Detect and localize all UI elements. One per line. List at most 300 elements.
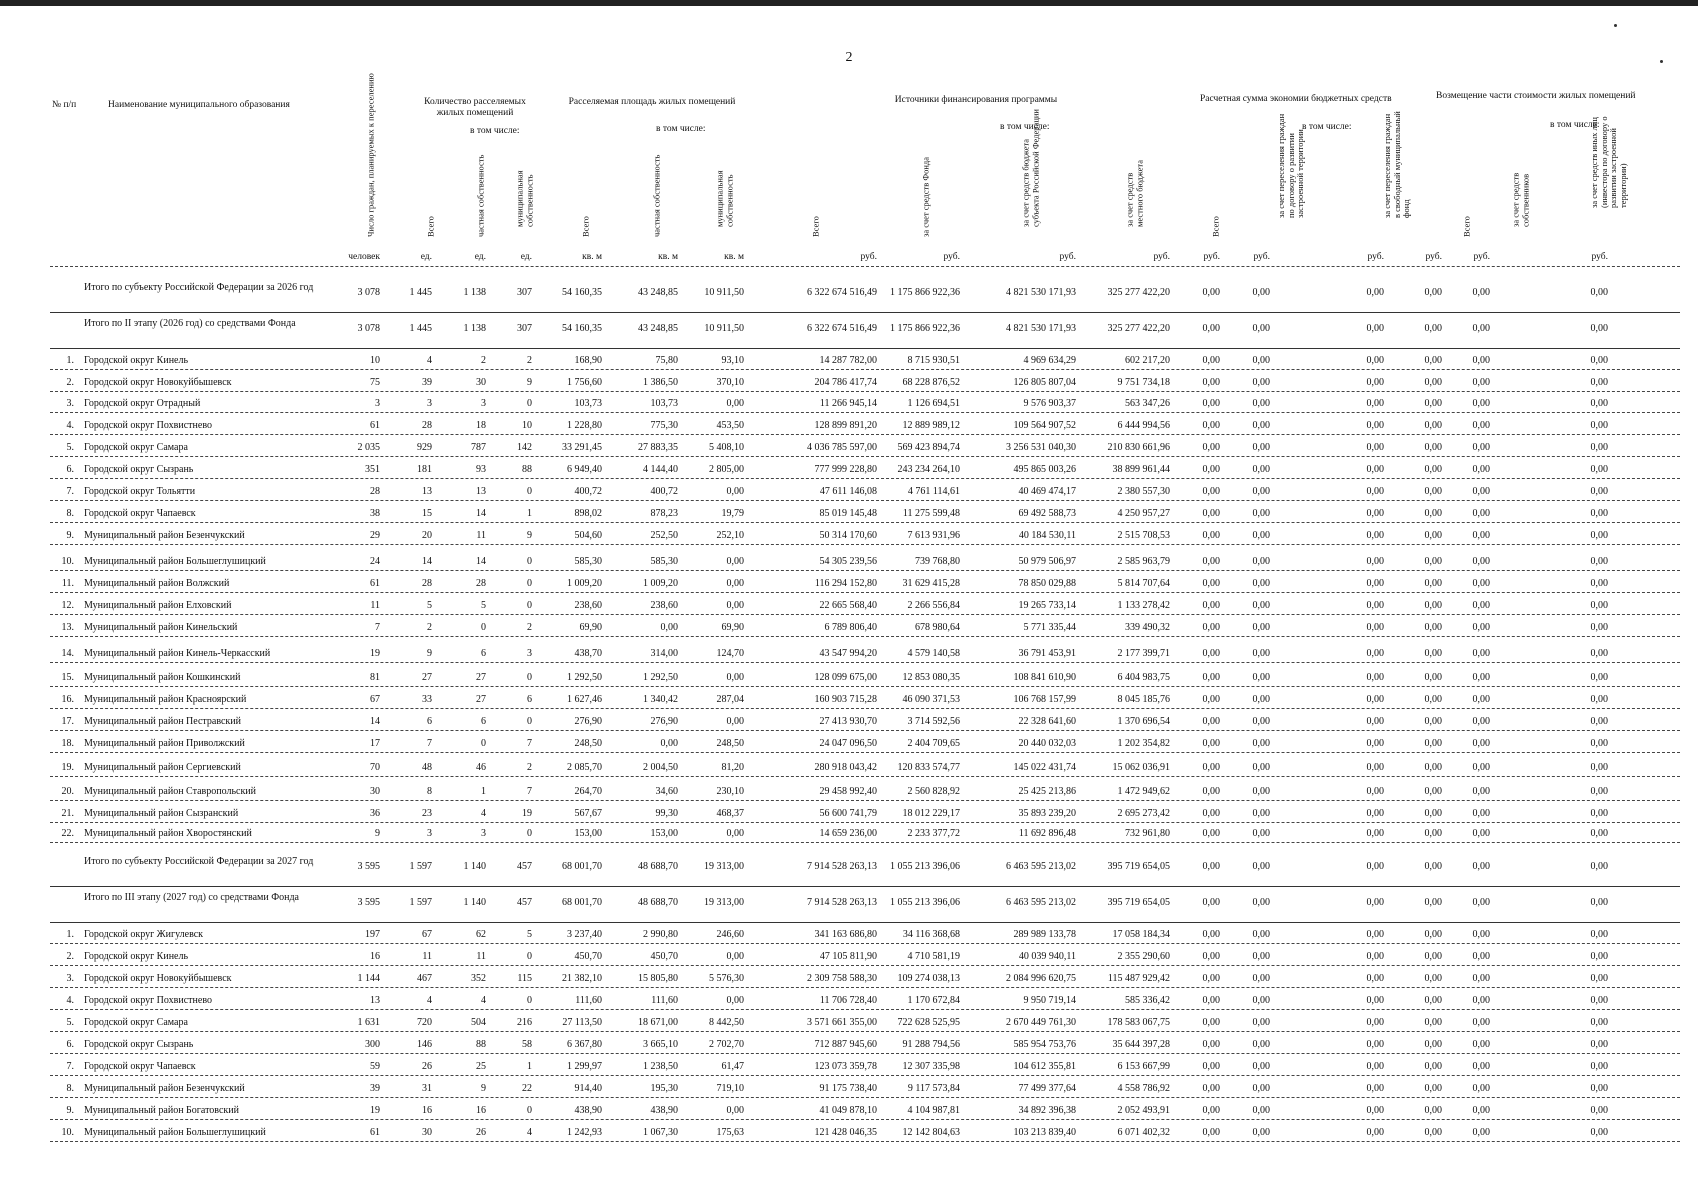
cell-value: 0,00 [1252, 287, 1270, 298]
header-count-total: Всего [425, 215, 436, 237]
cell-value: 1 133 278,42 [1117, 600, 1170, 611]
cell-value: 3 714 592,56 [907, 716, 960, 727]
cell-value: 7 914 528 263,13 [807, 897, 877, 908]
cell-value: 0,00 [1472, 486, 1490, 497]
cell-value: 0,00 [1252, 486, 1270, 497]
unit-label: человек [348, 252, 380, 262]
cell-value: 287,04 [716, 694, 744, 705]
cell-value: 11 266 945,14 [819, 398, 877, 409]
header-econ-group: Расчетная сумма экономии бюджетных средств [1200, 94, 1392, 104]
cell-value: 0,00 [1252, 578, 1270, 589]
cell-value: 6 [427, 716, 432, 727]
cell-value: 0,00 [1472, 648, 1490, 659]
cell-value: 0,00 [1366, 694, 1384, 705]
cell-value: 4 969 634,29 [1023, 355, 1076, 366]
cell-value: 30 [422, 1127, 432, 1138]
cell-value: 197 [365, 929, 380, 940]
cell-value: 116 294 152,80 [814, 578, 877, 589]
municipality-name: Муниципальный район Кошкинский [84, 672, 241, 683]
cell-value: 0,00 [726, 828, 744, 839]
cell-value: 0,00 [1202, 442, 1220, 453]
cell-value: 4 036 785 597,00 [807, 442, 877, 453]
cell-value: 0,00 [1202, 648, 1220, 659]
row-number: 8. [66, 1083, 74, 1094]
cell-value: 13 [422, 486, 432, 497]
table-row [50, 689, 1680, 713]
header-count-municipal: муниципальная собственность [514, 170, 534, 227]
municipality-name: Городской округ Чапаевск [84, 1061, 196, 1072]
cell-value: 91 175 738,40 [819, 1083, 877, 1094]
cell-value: 732 961,80 [1125, 828, 1170, 839]
cell-value: 8 442,50 [709, 1017, 744, 1028]
cell-value: 0,00 [1252, 622, 1270, 633]
unit-label: кв. м [724, 252, 744, 262]
row-number: 19. [61, 762, 74, 773]
cell-value: 9 751 734,18 [1117, 377, 1170, 388]
cell-value: 115 [517, 973, 532, 984]
cell-value: 0,00 [1202, 694, 1220, 705]
cell-value: 2 515 708,53 [1117, 530, 1170, 541]
cell-value: 0,00 [1590, 738, 1608, 749]
cell-value: 35 893 239,20 [1018, 808, 1076, 819]
cell-value: 47 611 146,08 [819, 486, 877, 497]
cell-value: 26 [476, 1127, 486, 1138]
cell-value: 0,00 [1252, 1127, 1270, 1138]
municipality-name: Городской округ Кинель [84, 951, 189, 962]
row-number: 14. [61, 648, 74, 659]
cell-value: 3 078 [357, 287, 380, 298]
municipality-name: Муниципальный район Приволжский [84, 738, 245, 749]
cell-value: 3 [427, 828, 432, 839]
cell-value: 204 786 417,74 [814, 377, 877, 388]
cell-value: 0,00 [1366, 578, 1384, 589]
cell-value: 2 380 557,30 [1117, 486, 1170, 497]
cell-value: 0,00 [726, 398, 744, 409]
municipality-name: Городской округ Сызрань [84, 1039, 194, 1050]
municipality-name: Городской округ Похвистнево [84, 995, 212, 1006]
cell-value: 128 099 675,00 [814, 672, 877, 683]
cell-value: 36 791 453,91 [1018, 648, 1076, 659]
cell-value: 0,00 [726, 1105, 744, 1116]
cell-value: 2 177 399,71 [1117, 648, 1170, 659]
divider [50, 1031, 1680, 1032]
table-row [50, 1056, 1680, 1080]
cell-value: 307 [517, 323, 532, 334]
cell-value: 0,00 [1202, 672, 1220, 683]
cell-value: 1 [481, 786, 486, 797]
cell-value: 1 597 [409, 861, 432, 872]
cell-value: 4 821 530 171,93 [1006, 287, 1076, 298]
cell-value: 276,90 [650, 716, 678, 727]
cell-value: 0,00 [1366, 442, 1384, 453]
header-fin-fund: за счет средств Фонда [920, 156, 931, 237]
cell-value: 0,00 [1202, 1061, 1220, 1072]
cell-value: 81,20 [721, 762, 744, 773]
cell-value: 11 [476, 951, 486, 962]
cell-value: 2 [527, 622, 532, 633]
table-row [50, 990, 1680, 1014]
scan-speck [1614, 24, 1617, 27]
cell-value: 0,00 [1202, 508, 1220, 519]
cell-value: 0,00 [1366, 556, 1384, 567]
cell-value: 9 [481, 1083, 486, 1094]
cell-value: 0,00 [1366, 486, 1384, 497]
cell-value: 68 228 876,52 [902, 377, 960, 388]
cell-value: 115 487 929,42 [1107, 973, 1170, 984]
cell-value: 0,00 [1252, 951, 1270, 962]
municipality-name: Муниципальный район Сергиевский [84, 762, 241, 773]
cell-value: 0,00 [1472, 828, 1490, 839]
cell-value: 6 071 402,32 [1117, 1127, 1170, 1138]
divider [50, 965, 1680, 966]
cell-value: 602 217,20 [1125, 355, 1170, 366]
cell-value: 0,00 [1472, 578, 1490, 589]
cell-value: 0,00 [1252, 355, 1270, 366]
scan-top-edge [0, 0, 1698, 6]
cell-value: 12 307 335,98 [902, 1061, 960, 1072]
table-row [50, 1078, 1680, 1102]
cell-value: 30 [476, 377, 486, 388]
cell-value: 0,00 [1590, 622, 1608, 633]
cell-value: 0,00 [1590, 1127, 1608, 1138]
municipality-name: Муниципальный район Кинель-Черкасский [84, 648, 271, 659]
cell-value: 1 238,50 [643, 1061, 678, 1072]
cell-value: 0,00 [1590, 556, 1608, 567]
cell-value: 0,00 [1366, 716, 1384, 727]
cell-value: 31 [422, 1083, 432, 1094]
cell-value: 6 322 674 516,49 [807, 323, 877, 334]
cell-value: 0,00 [1590, 1017, 1608, 1028]
municipality-name: Итого по II этапу (2026 год) со средствами Фонда [84, 318, 296, 329]
cell-value: 0,00 [1252, 530, 1270, 541]
cell-value: 2 004,50 [643, 762, 678, 773]
municipality-name: Муниципальный район Кинельский [84, 622, 238, 633]
cell-value: 39 [370, 1083, 380, 1094]
cell-value: 14 659 236,00 [819, 828, 877, 839]
cell-value: 0,00 [1472, 694, 1490, 705]
cell-value: 307 [517, 287, 532, 298]
cell-value: 450,70 [650, 951, 678, 962]
cell-value: 0 [527, 398, 532, 409]
cell-value: 457 [517, 861, 532, 872]
row-number: 6. [66, 1039, 74, 1050]
cell-value: 775,30 [650, 420, 678, 431]
cell-value: 1 340,42 [643, 694, 678, 705]
cell-value: 8 715 930,51 [907, 355, 960, 366]
divider [50, 522, 1680, 523]
cell-value: 0,00 [1202, 738, 1220, 749]
total-row [50, 856, 1680, 880]
cell-value: 878,23 [650, 508, 678, 519]
cell-value: 0,00 [1590, 786, 1608, 797]
cell-value: 0,00 [1424, 1127, 1442, 1138]
cell-value: 0,00 [1590, 1105, 1608, 1116]
cell-value: 14 [476, 508, 486, 519]
cell-value: 1 597 [409, 897, 432, 908]
cell-value: 5 576,30 [709, 973, 744, 984]
unit-label: руб. [1473, 252, 1490, 262]
cell-value: 2 702,70 [709, 1039, 744, 1050]
cell-value: 33 291,45 [562, 442, 602, 453]
cell-value: 0,00 [1424, 442, 1442, 453]
cell-value: 438,90 [650, 1105, 678, 1116]
unit-label: руб. [1153, 252, 1170, 262]
cell-value: 16 [370, 951, 380, 962]
cell-value: 0,00 [1590, 808, 1608, 819]
cell-value: 6 367,80 [567, 1039, 602, 1050]
cell-value: 195,30 [650, 1083, 678, 1094]
cell-value: 0,00 [1472, 897, 1490, 908]
cell-value: 2 [427, 622, 432, 633]
cell-value: 0,00 [1590, 828, 1608, 839]
cell-value: 1 [527, 1061, 532, 1072]
cell-value: 2 [481, 355, 486, 366]
cell-value: 2 805,00 [709, 464, 744, 475]
cell-value: 121 428 046,35 [814, 1127, 877, 1138]
cell-value: 1 140 [463, 897, 486, 908]
cell-value: 50 314 170,60 [819, 530, 877, 541]
cell-value: 40 469 474,17 [1018, 486, 1076, 497]
cell-value: 81 [370, 672, 380, 683]
municipality-name: Городской округ Тольятти [84, 486, 196, 497]
cell-value: 0,00 [1424, 420, 1442, 431]
row-number: 12. [61, 600, 74, 611]
cell-value: 264,70 [574, 786, 602, 797]
cell-value: 4 710 581,19 [907, 951, 960, 962]
cell-value: 27 [422, 672, 432, 683]
cell-value: 23 [422, 808, 432, 819]
cell-value: 93,10 [721, 355, 744, 366]
cell-value: 0,00 [1366, 738, 1384, 749]
cell-value: 1 170 672,84 [907, 995, 960, 1006]
cell-value: 567,67 [574, 808, 602, 819]
cell-value: 0,00 [726, 486, 744, 497]
cell-value: 28 [422, 578, 432, 589]
divider [50, 987, 1680, 988]
cell-value: 4 250 957,27 [1117, 508, 1170, 519]
cell-value: 40 184 530,11 [1018, 530, 1076, 541]
cell-value: 4 144,40 [643, 464, 678, 475]
cell-value: 46 [476, 762, 486, 773]
cell-value: 0,00 [1472, 530, 1490, 541]
cell-value: 0,00 [1202, 530, 1220, 541]
divider [50, 752, 1680, 753]
cell-value: 0,00 [1366, 1105, 1384, 1116]
cell-value: 1 [527, 508, 532, 519]
cell-value: 9 950 719,14 [1023, 995, 1076, 1006]
header-comp-other: за счет средств иных лиц (инвестора по договору о развитии застроенной территории) [1589, 116, 1628, 208]
cell-value: 120 833 574,77 [897, 762, 960, 773]
municipality-name: Городской округ Отрадный [84, 398, 201, 409]
cell-value: 18 671,00 [638, 1017, 678, 1028]
cell-value: 0,00 [1252, 377, 1270, 388]
cell-value: 0,00 [1202, 762, 1220, 773]
cell-value: 16 [476, 1105, 486, 1116]
municipality-name: Муниципальный район Красноярский [84, 694, 247, 705]
cell-value: 14 [370, 716, 380, 727]
cell-value: 0,00 [1590, 355, 1608, 366]
divider [50, 730, 1680, 731]
cell-value: 108 841 610,90 [1013, 672, 1076, 683]
cell-value: 300 [365, 1039, 380, 1050]
cell-value: 48 688,70 [638, 897, 678, 908]
cell-value: 19,79 [721, 508, 744, 519]
header-fin-total: Всего [810, 215, 821, 237]
cell-value: 9 [427, 648, 432, 659]
cell-value: 0,00 [1202, 600, 1220, 611]
cell-value: 0,00 [1424, 973, 1442, 984]
row-number: 17. [61, 716, 74, 727]
cell-value: 0,00 [1366, 600, 1384, 611]
cell-value: 7 914 528 263,13 [807, 861, 877, 872]
table-row [50, 617, 1680, 641]
cell-value: 395 719 654,05 [1107, 897, 1170, 908]
row-number: 3. [66, 973, 74, 984]
cell-value: 0,00 [1202, 355, 1220, 366]
cell-value: 0,00 [1252, 828, 1270, 839]
divider [50, 1053, 1680, 1054]
cell-value: 0,00 [1472, 861, 1490, 872]
cell-value: 0,00 [1252, 1105, 1270, 1116]
cell-value: 50 979 506,97 [1018, 556, 1076, 567]
cell-value: 12 889 989,12 [902, 420, 960, 431]
cell-value: 0 [527, 600, 532, 611]
cell-value: 0,00 [1590, 578, 1608, 589]
cell-value: 585 336,42 [1125, 995, 1170, 1006]
cell-value: 99,30 [655, 808, 678, 819]
cell-value: 0,00 [1366, 672, 1384, 683]
unit-label: руб. [1425, 252, 1442, 262]
cell-value: 9 [527, 530, 532, 541]
cell-value: 0,00 [1590, 951, 1608, 962]
cell-value: 276,90 [574, 716, 602, 727]
table-row [50, 595, 1680, 619]
cell-value: 0 [527, 716, 532, 727]
cell-value: 1 202 354,82 [1117, 738, 1170, 749]
cell-value: 13 [476, 486, 486, 497]
cell-value: 0,00 [1202, 897, 1220, 908]
cell-value: 0,00 [1202, 377, 1220, 388]
divider [50, 886, 1680, 887]
cell-value: 0,00 [1366, 1061, 1384, 1072]
cell-value: 1 126 694,51 [907, 398, 960, 409]
cell-value: 3 [481, 398, 486, 409]
table-row [50, 481, 1680, 505]
cell-value: 0 [481, 738, 486, 749]
cell-value: 400,72 [650, 486, 678, 497]
cell-value: 1 144 [357, 973, 380, 984]
cell-value: 11 [370, 600, 380, 611]
cell-value: 0,00 [1424, 377, 1442, 388]
cell-value: 0,00 [1590, 323, 1608, 334]
cell-value: 504 [471, 1017, 486, 1028]
divider [50, 348, 1680, 349]
cell-value: 0,00 [1472, 420, 1490, 431]
cell-value: 78 850 029,88 [1018, 578, 1076, 589]
cell-value: 20 [422, 530, 432, 541]
cell-value: 0 [527, 556, 532, 567]
cell-value: 5 [427, 600, 432, 611]
divider [50, 1097, 1680, 1098]
cell-value: 126 805 807,04 [1013, 377, 1076, 388]
table-row [50, 1012, 1680, 1036]
cell-value: 325 277 422,20 [1107, 323, 1170, 334]
row-number: 6. [66, 464, 74, 475]
cell-value: 0,00 [1252, 1039, 1270, 1050]
cell-value: 0 [527, 951, 532, 962]
cell-value: 19 [522, 808, 532, 819]
cell-value: 9 576 903,37 [1023, 398, 1076, 409]
cell-value: 153,00 [574, 828, 602, 839]
cell-value: 569 423 894,74 [897, 442, 960, 453]
cell-value: 15 805,80 [638, 973, 678, 984]
cell-value: 24 [370, 556, 380, 567]
cell-value: 0,00 [1424, 508, 1442, 519]
municipality-name: Городской округ Сызрань [84, 464, 194, 475]
cell-value: 0,00 [1590, 600, 1608, 611]
cell-value: 0 [527, 995, 532, 1006]
table-row [50, 667, 1680, 691]
divider [50, 776, 1680, 777]
header-econ-incl: в том числе: [1302, 122, 1352, 132]
cell-value: 0,00 [1424, 355, 1442, 366]
cell-value: 4 104 987,81 [907, 1105, 960, 1116]
cell-value: 3 [527, 648, 532, 659]
cell-value: 8 045 185,76 [1117, 694, 1170, 705]
cell-value: 2 052 493,91 [1117, 1105, 1170, 1116]
cell-value: 145 022 431,74 [1013, 762, 1076, 773]
cell-value: 0,00 [1366, 464, 1384, 475]
table-row [50, 733, 1680, 757]
divider [50, 391, 1680, 392]
municipality-name: Муниципальный район Волжский [84, 578, 230, 589]
header-count-private: частная собственность [475, 154, 486, 237]
cell-value: 0,00 [1252, 995, 1270, 1006]
cell-value: 54 160,35 [562, 323, 602, 334]
cell-value: 104 612 355,81 [1013, 1061, 1076, 1072]
cell-value: 88 [522, 464, 532, 475]
cell-value: 36 [370, 808, 380, 819]
cell-value: 69,90 [721, 622, 744, 633]
cell-value: 2 585 963,79 [1117, 556, 1170, 567]
cell-value: 3 [427, 398, 432, 409]
table-row [50, 924, 1680, 948]
cell-value: 128 899 891,20 [814, 420, 877, 431]
cell-value: 0,00 [1366, 648, 1384, 659]
cell-value: 1 292,50 [643, 672, 678, 683]
row-number: 21. [61, 808, 74, 819]
cell-value: 6 463 595 213,02 [1006, 861, 1076, 872]
municipality-name: Городской округ Самара [84, 442, 188, 453]
cell-value: 0,00 [1424, 1039, 1442, 1050]
cell-value: 929 [417, 442, 432, 453]
page-number: 2 [845, 50, 853, 65]
cell-value: 0,00 [1590, 442, 1608, 453]
cell-value: 88 [476, 1039, 486, 1050]
cell-value: 58 [522, 1039, 532, 1050]
cell-value: 111,60 [575, 995, 602, 1006]
header-count-group: Количество расселяемых жилых помещений [424, 97, 526, 118]
table-row [50, 350, 1680, 374]
cell-value: 2 670 449 761,30 [1006, 1017, 1076, 1028]
cell-value: 4 [481, 995, 486, 1006]
divider [50, 1119, 1680, 1120]
row-number: 16. [61, 694, 74, 705]
cell-value: 10 [370, 355, 380, 366]
cell-value: 1 138 [463, 323, 486, 334]
cell-value: 48 [422, 762, 432, 773]
cell-value: 0,00 [1252, 716, 1270, 727]
